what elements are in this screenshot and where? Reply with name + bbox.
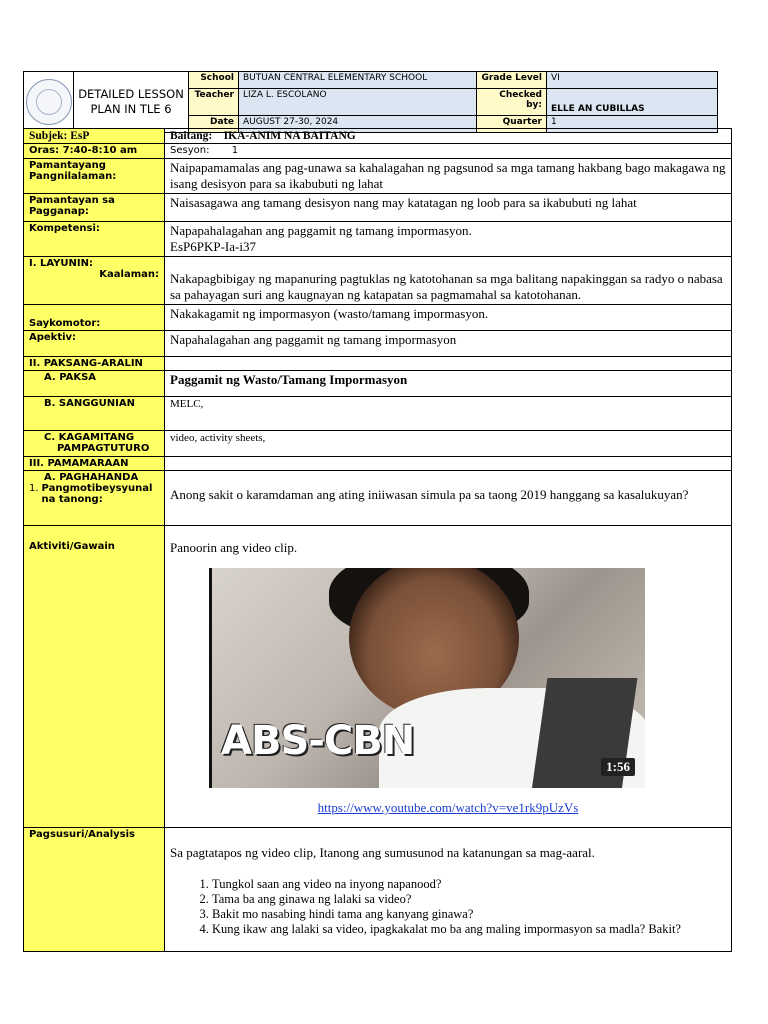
pamamaraan-label: III. PAMAMARAAN [24,457,165,471]
baitang-value: IKA-ANIM NA BAITANG [223,130,356,142]
video-logo: ABS-CBN [221,718,415,764]
quarter-value: 1 [547,116,718,133]
sesyon-label: Sesyon: [170,145,210,156]
kompetensi-label: Kompetensi: [24,222,165,257]
date-label: Date [189,116,239,133]
apektiv-label: Apektiv: [24,331,165,357]
question-item: 4. Kung ikaw ang lalaki sa video, ipagkakalat mo ba ang maling impormasyon sa madla? Bakit? [212,922,726,937]
pamantayang-value: Naipapamamalas ang pag-unawa sa kahalagahan ng pagsunod sa mga tamang hakbang bago makagawa ng isang desisyon para sa ikabubuti ng lahat [165,159,732,194]
question-item: 1. Tungkol saan ang video na inyong napanood? [212,877,726,892]
pangmotibeysyunal-value: Anong sakit o karamdaman ang ating iniiwasan simula pa sa taong 2019 hanggang sa kasalukuyan? [165,471,732,526]
baitang-label: Baitang: [170,130,213,142]
pagsusuri-cell [165,828,732,952]
kompetensi-cell [165,222,732,257]
quarter-label: Quarter [477,116,547,133]
video-thumbnail[interactable] [209,568,645,788]
pamantayang-label: Pamantayang Pangnilalaman: [24,159,165,194]
date-value: AUGUST 27-30, 2024 [239,116,477,133]
pagganap-label: Pamantayan sa Pagganap: [24,194,165,222]
deped-logo [24,72,74,133]
paksa-value: Paggamit ng Wasto/Tamang Impormasyon [165,371,732,397]
teacher-value: LIZA L. ESCOLANO [239,89,477,116]
saykomotor-value: Nakakagamit ng impormasyon (wasto/tamang impormasyon. [165,305,732,331]
school-value: BUTUAN CENTRAL ELEMENTARY SCHOOL [239,72,477,89]
oras-label: Oras: 7:40-8:10 am [24,144,165,159]
checked-value: ELLE AN CUBILLAS [547,89,718,116]
kagamitang-value: video, activity sheets, [165,431,732,457]
document-title: DETAILED LESSON PLAN IN TLE 6 [74,72,189,133]
kompetensi-value: Napapahalagahan ang paggamit ng tamang impormasyon. [170,223,472,238]
grade-label: Grade Level [477,72,547,89]
sanggunian-value: MELC, [165,397,732,431]
checked-label: Checked by: [477,89,547,116]
layunin-cell [24,257,165,305]
aktiviti-value: Panoorin ang video clip. [170,540,298,555]
kagamitang-label: C. KAGAMITANG PAMPAGTUTURO [24,431,165,457]
apektiv-value: Napahalagahan ang paggamit ng tamang impormasyon [165,331,732,357]
lesson-table [23,128,732,952]
school-label: School [189,72,239,89]
kompetensi-code: EsP6PKP-Ia-i37 [170,239,256,254]
sesyon-cell [165,144,732,159]
grade-value: VI [547,72,718,89]
pagsusuri-label: Pagsusuri/Analysis [24,828,165,952]
header-table [23,71,718,133]
baitang-cell [165,129,732,144]
saykomotor-label: Saykomotor: [24,305,165,331]
question-item: 3. Bakit mo nasabing hindi tama ang kanyang ginawa? [212,907,726,922]
layunin-label: I. LAYUNIN: [29,258,93,269]
kaalaman-label: Kaalaman: [99,269,159,280]
question-item: 2. Tama ba ang ginawa ng lalaki sa video? [212,892,726,907]
sesyon-value: 1 [231,145,239,156]
sanggunian-label: B. SANGGUNIAN [24,397,165,431]
question-list [170,877,726,937]
aktiviti-label: Aktiviti/Gawain [24,526,165,828]
paksa-label: A. PAKSA [24,371,165,397]
video-link[interactable]: https://www.youtube.com/watch?v=ve1rk9pUzVs [317,800,579,815]
paghahanda-cell [24,471,165,526]
pangmotibeysyunal-label: Pangmotibeysyunal na tanong: [41,483,153,505]
kaalaman-value: Nakapagbibigay ng mapanuring pagtuklas ng katotohanan sa mga balitang napakinggan sa radyo o nabasa sa pahayagan suri ang kaugnayan ng katapatan sa pagmamahal sa katotohanan. [165,257,732,305]
video-duration: 1:56 [601,758,635,776]
pagganap-value: Naisasagawa ang tamang desisyon nang may katatagan ng loob para sa ikabubuti ng lahat [165,194,732,222]
paksang-label: II. PAKSANG-ARALIN [24,357,165,371]
subjek-label: Subjek: EsP [24,129,165,144]
aktiviti-cell [165,526,732,828]
teacher-label: Teacher [189,89,239,116]
pagsusuri-value: Sa pagtatapos ng video clip, Itanong ang sumusunod na katanungan sa mag-aaral. [170,845,595,860]
pangmotibeysyunal-num: 1. [29,483,39,494]
paghahanda-label: A. PAGHAHANDA [44,472,139,483]
